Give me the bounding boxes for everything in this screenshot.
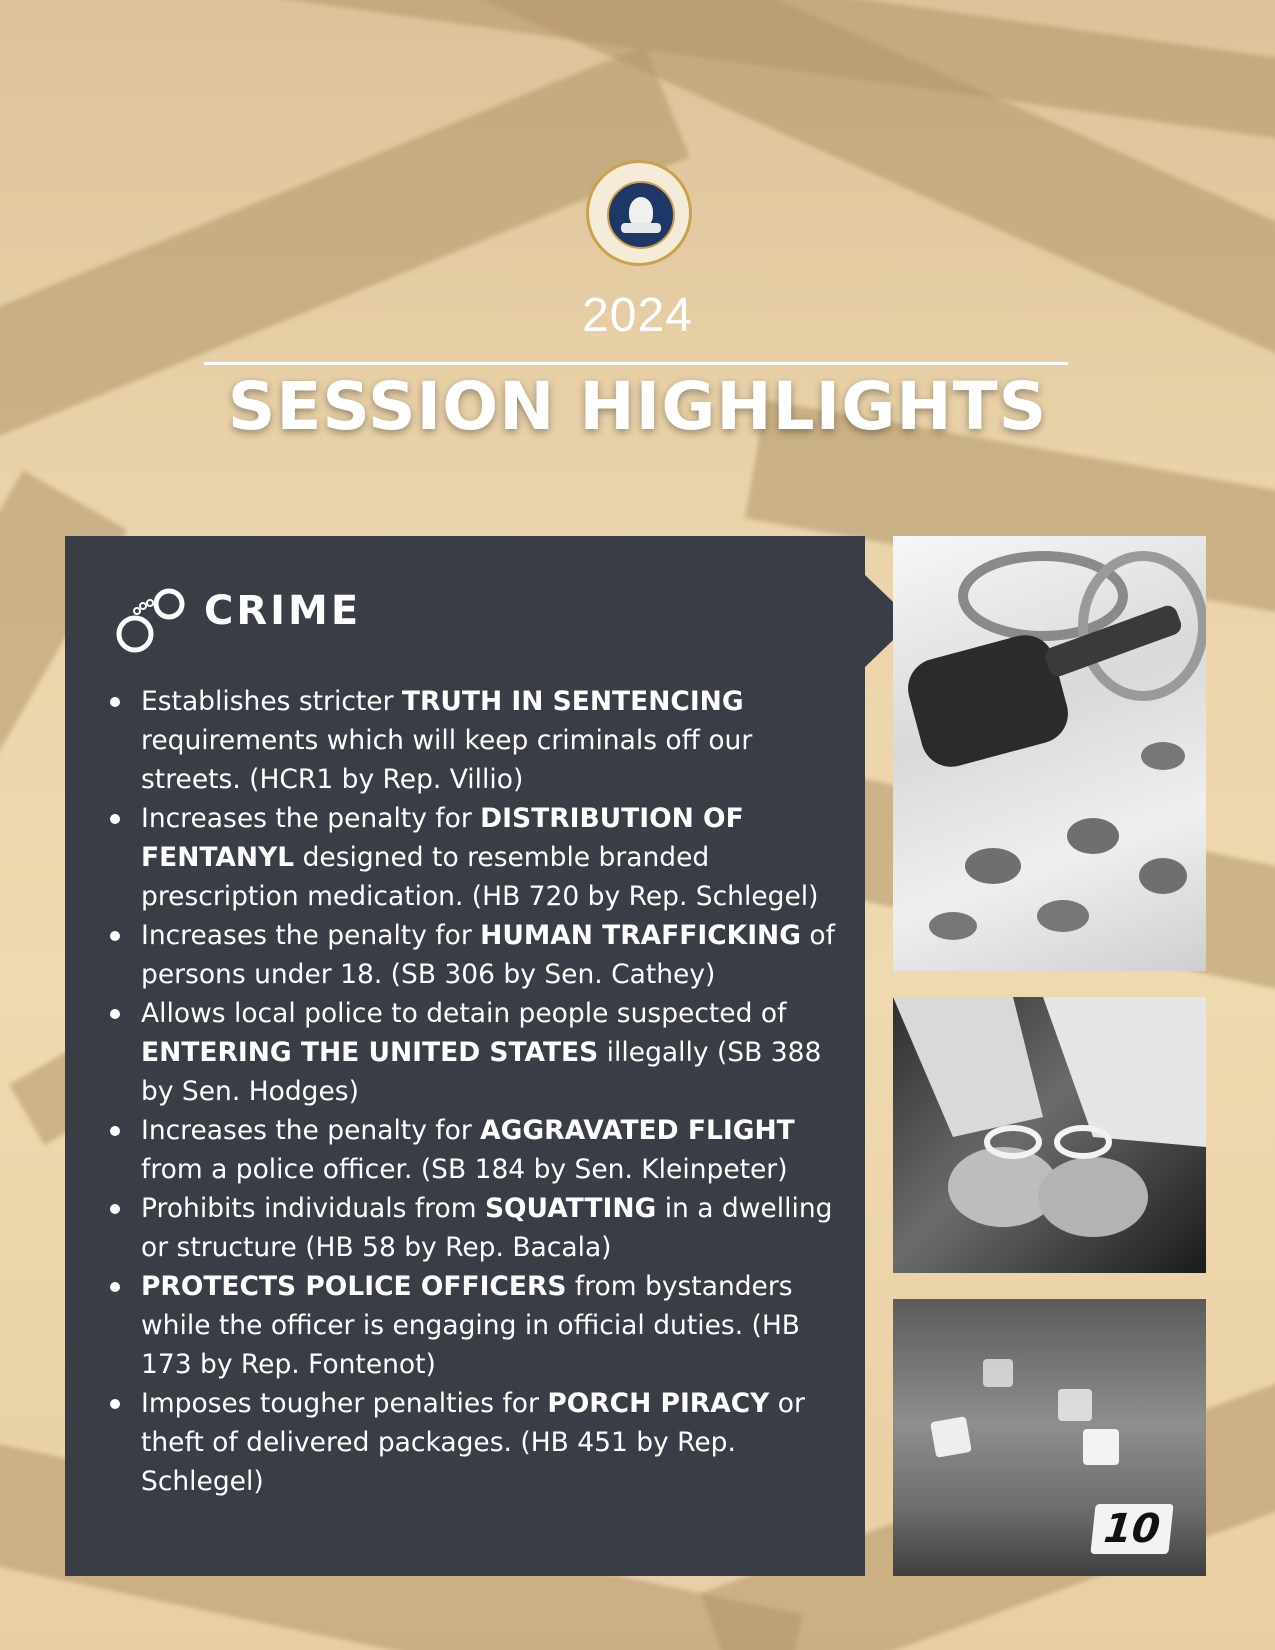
crime-bullet-list bbox=[105, 682, 845, 1501]
list-item: Increases the penalty for DISTRIBUTION OF FENTANYL designed to resemble branded prescription medication. (HB 720 by Rep. Schlegel) bbox=[105, 799, 845, 916]
list-item: Allows local police to detain people suspected of ENTERING THE UNITED STATES illegally (SB 388 by Sen. Hodges) bbox=[105, 994, 845, 1111]
list-item: Imposes tougher penalties for PORCH PIRACY or theft of delivered packages. (HB 451 by Rep. Schlegel) bbox=[105, 1384, 845, 1501]
handcuffed-hands-photo bbox=[893, 997, 1206, 1273]
evidence-marker: 10 bbox=[1090, 1504, 1173, 1554]
list-item: Prohibits individuals from SQUATTING in a dwelling or structure (HB 58 by Rep. Bacala) bbox=[105, 1189, 845, 1267]
list-item: Increases the penalty for AGGRAVATED FLIGHT from a police officer. (SB 184 by Sen. Kleinpeter) bbox=[105, 1111, 845, 1189]
list-item: PROTECTS POLICE OFFICERS from bystanders while the officer is engaging in official duties. (HB 173 by Rep. Fontenot) bbox=[105, 1267, 845, 1384]
list-item: Establishes stricter TRUTH IN SENTENCING requirements which will keep criminals off our streets. (HCR1 by Rep. Villio) bbox=[105, 682, 845, 799]
title-divider bbox=[204, 362, 1068, 365]
handcuffs-icon bbox=[105, 582, 191, 660]
seal-center bbox=[607, 181, 675, 249]
session-year: 2024 bbox=[582, 289, 693, 342]
gavel-handcuffs-photo bbox=[893, 536, 1206, 971]
evidence-markers-photo bbox=[893, 1299, 1206, 1576]
bullet-icon bbox=[110, 1126, 120, 1136]
gavel-illustration bbox=[893, 536, 1206, 971]
bullet-icon bbox=[110, 1399, 120, 1409]
page-title: SESSION HIGHLIGHTS bbox=[227, 368, 1048, 445]
bullet-icon bbox=[110, 1204, 120, 1214]
bullet-icon bbox=[110, 1282, 120, 1292]
bullet-icon bbox=[110, 1009, 120, 1019]
louisiana-house-seal-logo bbox=[586, 160, 692, 266]
bullet-icon bbox=[110, 814, 120, 824]
handcuffed-hands-illustration bbox=[893, 997, 1206, 1273]
list-item: Increases the penalty for HUMAN TRAFFICKING of persons under 18. (SB 306 by Sen. Cathey) bbox=[105, 916, 845, 994]
bullet-icon bbox=[110, 931, 120, 941]
nest-icon bbox=[621, 223, 661, 233]
bullet-icon bbox=[110, 697, 120, 707]
section-heading: CRIME bbox=[204, 588, 362, 634]
